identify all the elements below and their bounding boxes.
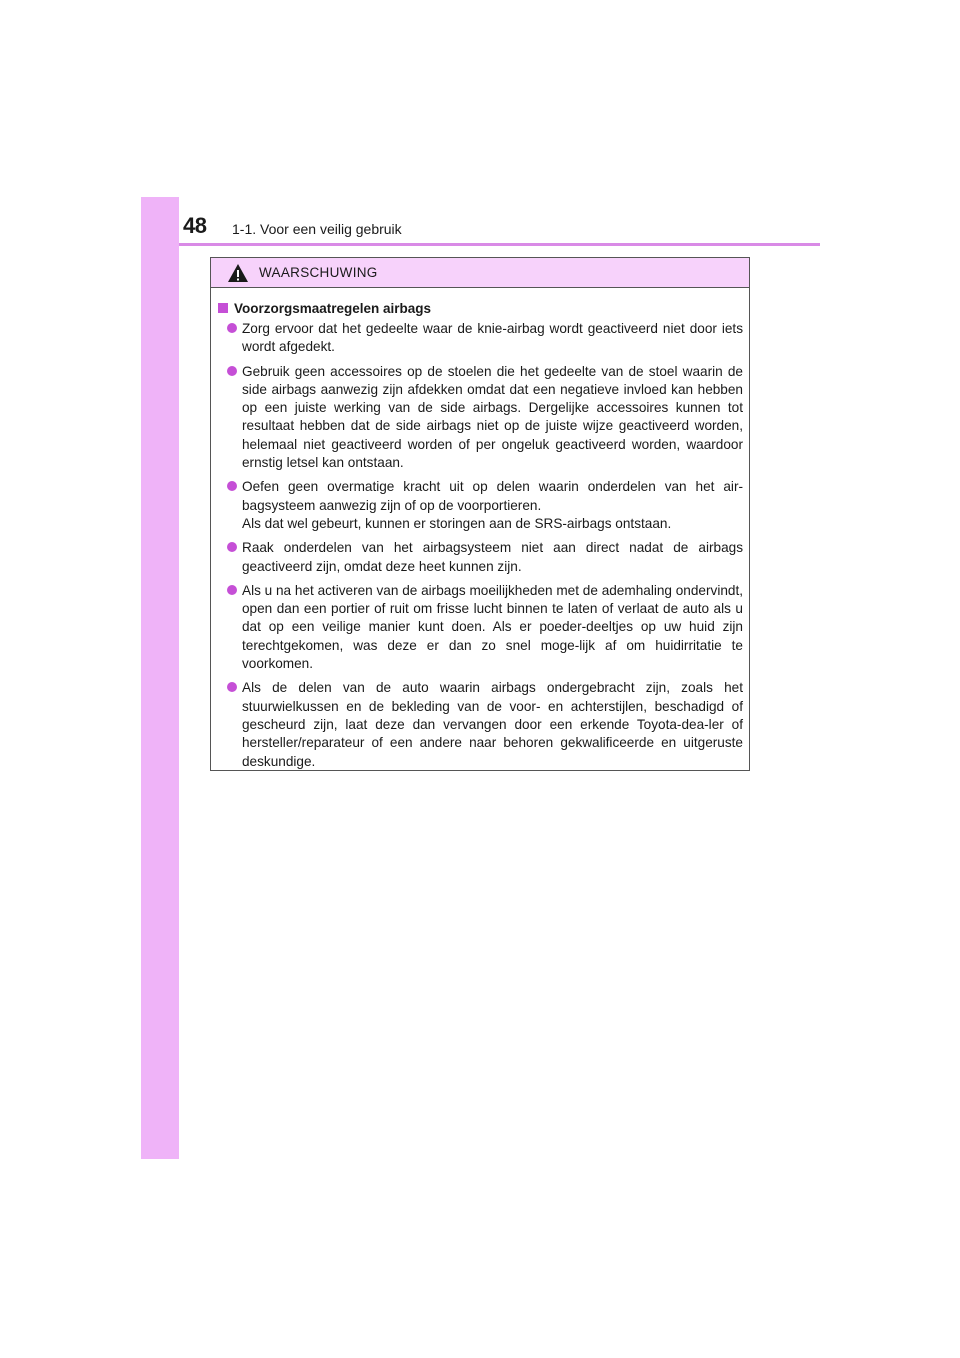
square-bullet-icon	[218, 303, 228, 313]
item-text: Als u na het activeren van de airbags moeilijkheden met de ademhaling ondervindt, open dan een portier of ruit om frisse lucht binnen te laten of verlaat de auto als u dat op een veilige manier kunt doen. Als er poeder-deeltjes op uw huid zijn terechtgekomen, was deze er dan zo snel moge-lijk af om huidirritatie te voorkomen.	[242, 582, 744, 672]
warning-body	[211, 288, 749, 771]
dot-bullet-icon	[227, 323, 237, 333]
list-item	[217, 679, 743, 770]
item-text: Gebruik geen accessoires op de stoelen die het gedeelte van de stoel waarin de side airbags aanwezig zijn afdekken omdat dat een negatieve invloed kan hebben op een juiste werking van de side airbags. Dergelijke accessoires kunnen tot resultaat hebben dat de side airbags niet op de juiste wijze geactiveerd worden, helemaal niet geactiveerd worden of per ongeluk geactiveerd worden, waardoor ernstig letsel kan ontstaan.	[242, 363, 743, 471]
item-text: Zorg ervoor dat het gedeelte waar de knie-airbag wordt geactiveerd niet door iets wordt afgedekt.	[242, 321, 743, 355]
item-text-continued: Als dat wel gebeurt, kunnen er storingen aan de SRS-airbags ontstaan.	[242, 515, 672, 531]
subheading-text: Voorzorgsmaatregelen airbags	[234, 300, 432, 316]
page-number: 48	[183, 213, 207, 238]
dot-bullet-icon	[227, 682, 237, 692]
subheading	[217, 298, 743, 318]
header-rule	[179, 243, 820, 246]
item-text: Oefen geen overmatige kracht uit op delen waarin onderdelen van het air-bagsysteem aanwezig zijn of op de voorportieren.	[242, 479, 743, 513]
warning-title: WAARSCHUWING	[259, 264, 378, 280]
list-item	[217, 320, 743, 357]
item-text: Raak onderdelen van het airbagsysteem niet aan direct nadat de airbags geactiveerd zijn, omdat deze heet kunnen zijn.	[242, 540, 743, 574]
dot-bullet-icon	[227, 585, 237, 595]
side-tab-strip	[141, 197, 179, 1159]
item-text: Als de delen van de auto waarin airbags ondergebracht zijn, zoals het stuurwielkussen en de bekleding van de voor- en achterstijlen, beschadigd of gescheurd zijn, laat deze dan vervangen door een erkende Toyota-dea-ler of hersteller/reparateur of een andere naar behoren gekwalificeerde en uitgeruste deskundige.	[242, 680, 743, 769]
warning-box	[210, 257, 750, 771]
dot-bullet-icon	[227, 542, 237, 552]
list-item	[217, 539, 743, 576]
list-item	[217, 478, 743, 533]
dot-bullet-icon	[227, 366, 237, 376]
warning-header	[211, 258, 749, 288]
section-title: 1-1. Voor een veilig gebruik	[232, 221, 402, 237]
warning-triangle-icon	[227, 263, 249, 283]
list-item	[217, 582, 743, 673]
list-item	[217, 363, 743, 473]
dot-bullet-icon	[227, 481, 237, 491]
